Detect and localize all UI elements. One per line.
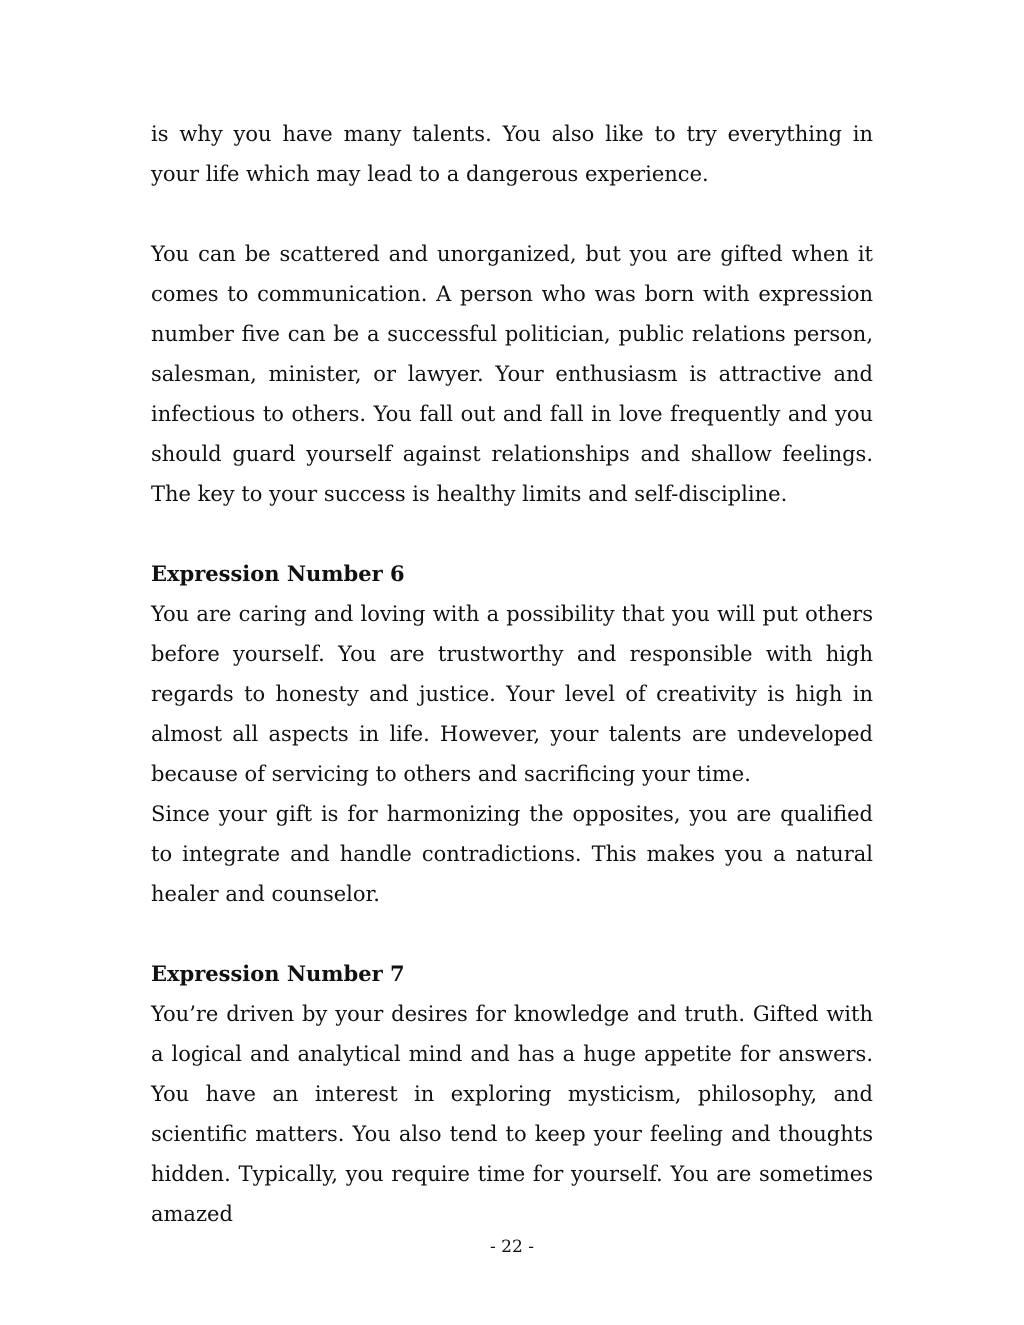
paragraph-spacer (151, 194, 873, 234)
paragraph-spacer (151, 514, 873, 554)
document-page (151, 114, 873, 1234)
section-paragraph: Since your gift is for harmonizing the opposites, you are qualified to integrate and handle contradictions. This makes you a natural healer and counselor. (151, 802, 873, 906)
paragraph-spacer (151, 914, 873, 954)
section-heading-expression-7: Expression Number 7 (151, 961, 405, 986)
section-paragraph: You’re driven by your desires for knowledge and truth. Gifted with a logical and analytical mind and has a huge appetite for answers. You have an interest in exploring mysticism, philosophy, and scientific matters. You also tend to keep your feeling and thoughts hidden. Typically, you require time for yourself. You are sometimes amazed (151, 1002, 873, 1226)
expression-five-paragraph: You can be scattered and unorganized, but you are gifted when it comes to communication. A person who was born with expression number five can be a successful politician, public relations person, salesman, minister, or lawyer. Your enthusiasm is attractive and infectious to others. You fall out and fall in love frequently and you should guard yourself against relationships and shallow feelings. The key to your success is healthy limits and self-discipline. (151, 242, 873, 506)
intro-paragraph: is why you have many talents. You also like to try everything in your life which may lead to a dangerous experience. (151, 122, 873, 186)
page-number: - 22 - (490, 1237, 534, 1257)
section-heading-expression-6: Expression Number 6 (151, 561, 405, 586)
section-paragraph: You are caring and loving with a possibility that you will put others before yourself. You are trustworthy and responsible with high regards to honesty and justice. Your level of creativity is high in almost all aspects in life. However, your talents are undeveloped because of servicing to others and sacrificing your time. (151, 602, 873, 786)
